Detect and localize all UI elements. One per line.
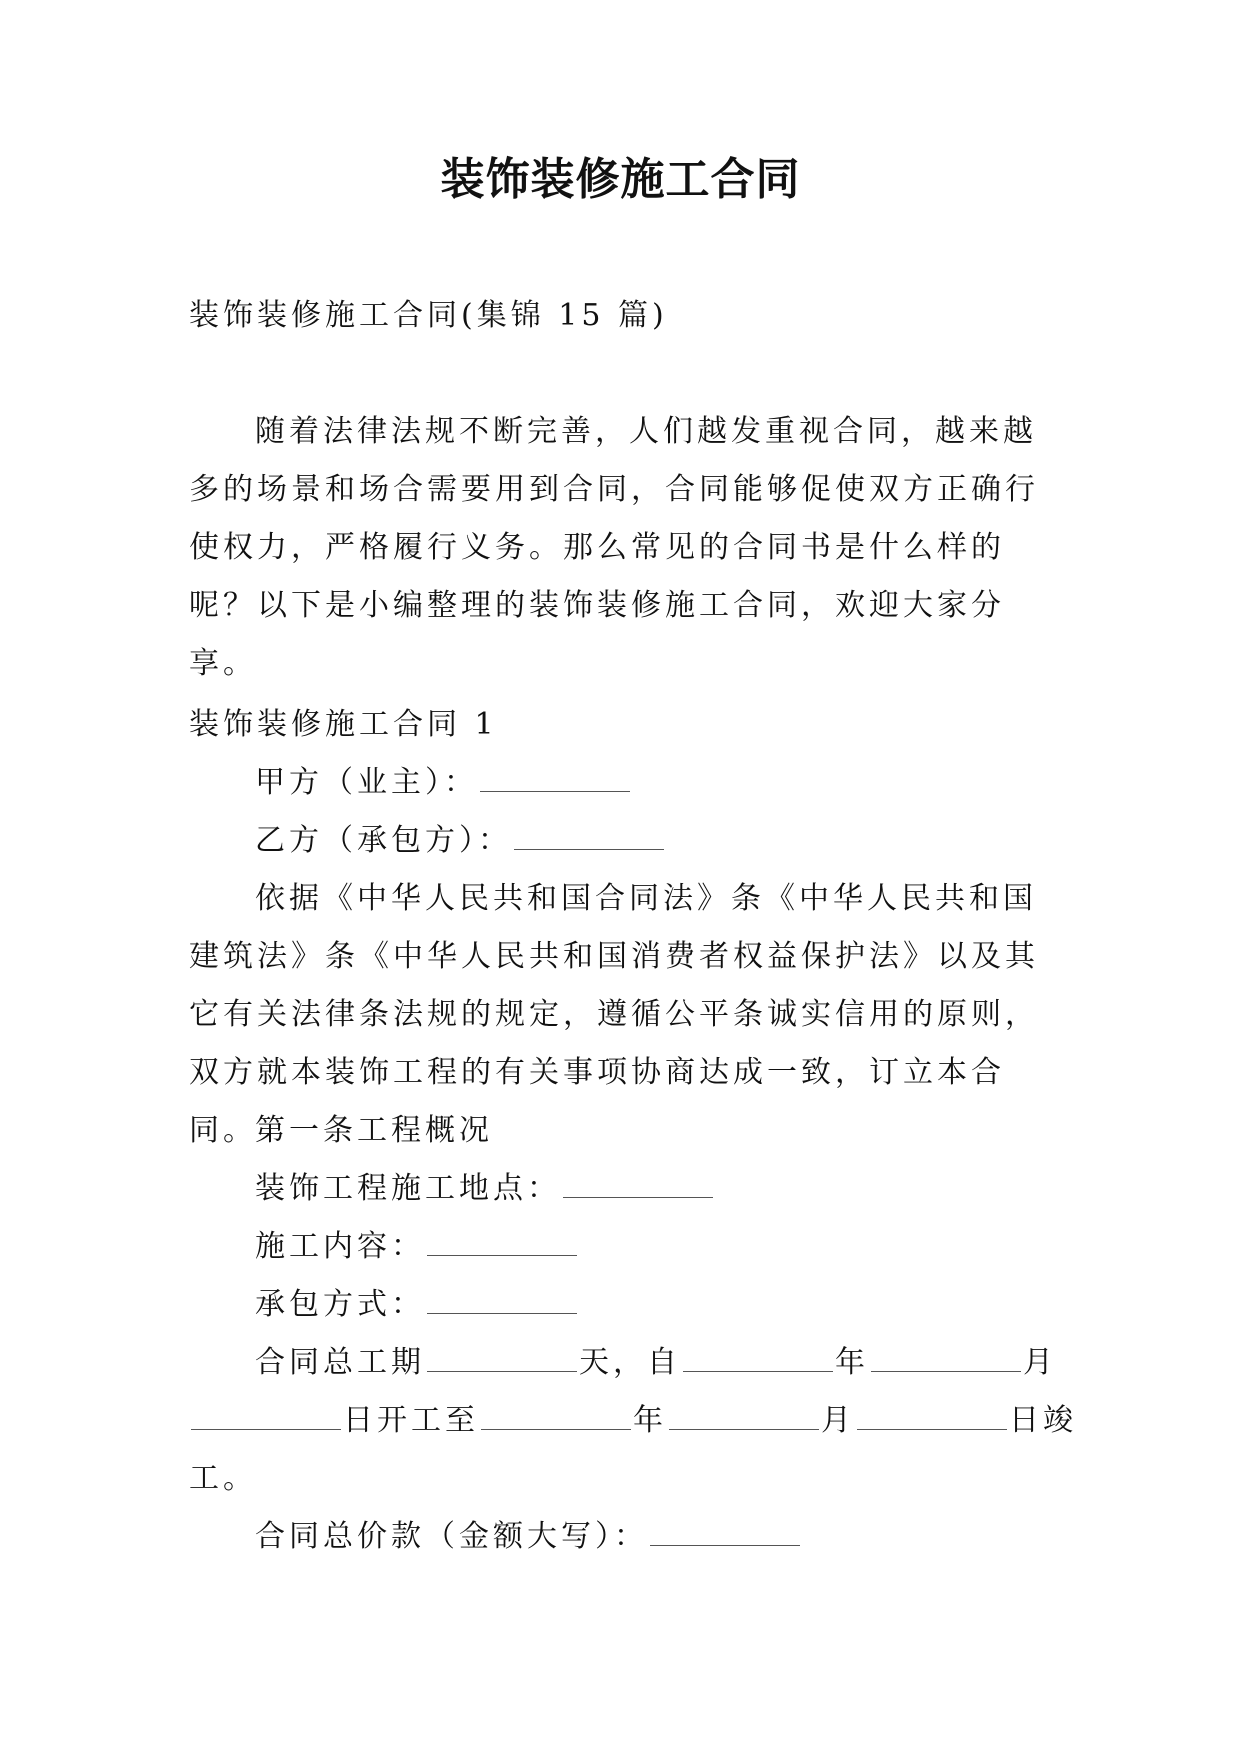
party-a-blank <box>480 790 630 792</box>
period-line-1 <box>255 1334 1057 1392</box>
finish-day-label: 日竣 <box>1009 1403 1077 1438</box>
day-from-label: 天，自 <box>579 1345 681 1380</box>
location-line <box>255 1160 715 1218</box>
start-year-label: 年 <box>835 1345 869 1380</box>
end-month-label: 月 <box>821 1403 855 1438</box>
contract-mode-label: 承包方式： <box>255 1287 425 1322</box>
contract-mode-line <box>255 1276 579 1334</box>
location-label: 装饰工程施工地点： <box>255 1171 561 1206</box>
total-price-label: 合同总价款（金额大写）： <box>255 1519 648 1554</box>
end-year-blank <box>481 1428 631 1430</box>
document-subtitle: 装饰装修施工合同(集锦 15 篇) <box>189 298 668 333</box>
start-day-blank <box>191 1428 341 1430</box>
content-line <box>255 1218 579 1276</box>
end-year-label: 年 <box>633 1403 667 1438</box>
end-month-blank <box>669 1428 819 1430</box>
total-price-blank <box>650 1544 800 1546</box>
legal-basis-paragraph: 依据《中华人民共和国合同法》条《中华人民共和国建筑法》条《中华人民共和国消费者权益保护法》以及其它有关法律条法规的规定，遵循公平条诚实信用的原则，双方就本装饰工程的有关事项协商达成一致，订立本合同。 <box>189 881 1039 1148</box>
period-prefix: 合同总工期 <box>255 1345 425 1380</box>
location-blank <box>563 1196 713 1198</box>
contract-mode-blank <box>427 1312 577 1314</box>
end-day-blank <box>857 1428 1007 1430</box>
start-month-label: 月 <box>1023 1345 1057 1380</box>
intro-paragraph: 随着法律法规不断完善，人们越发重视合同，越来越多的场景和场合需要用到合同，合同能够促使双方正确行使权力，严格履行义务。那么常见的合同书是什么样的呢？以下是小编整理的装饰装修施工合同，欢迎大家分享。 <box>189 414 1039 681</box>
party-b-label: 乙方（承包方）： <box>255 823 512 858</box>
period-line-2 <box>189 1392 1077 1450</box>
party-a-label: 甲方（业主）： <box>255 765 478 800</box>
section-heading: 装饰装修施工合同 1 <box>189 707 498 742</box>
content-label: 施工内容： <box>255 1229 425 1264</box>
total-price-line <box>255 1508 802 1566</box>
start-to-label: 日开工至 <box>343 1403 479 1438</box>
article-one-heading: 第一条工程概况 <box>255 1113 493 1148</box>
start-year-blank <box>683 1370 833 1372</box>
document-title: 装饰装修施工合同 <box>440 154 801 205</box>
content-blank <box>427 1254 577 1256</box>
party-b-line <box>255 812 666 870</box>
party-b-blank <box>514 848 664 850</box>
start-month-blank <box>871 1370 1021 1372</box>
party-a-line <box>255 754 632 812</box>
period-line-3: 工。 <box>189 1461 257 1496</box>
period-days-blank <box>427 1370 577 1372</box>
